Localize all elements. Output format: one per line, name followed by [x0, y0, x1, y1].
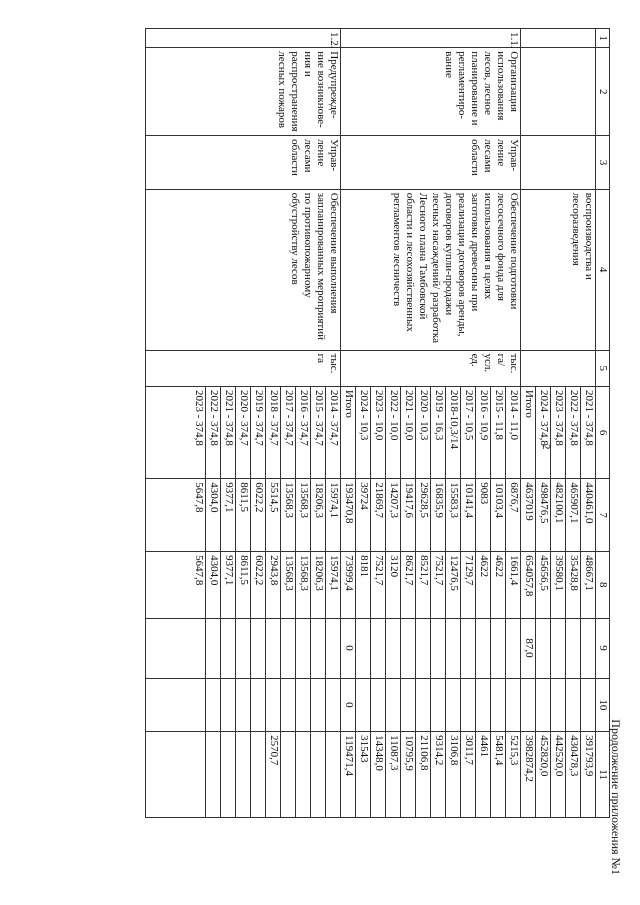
regional-budget-cell: 4622: [491, 552, 506, 618]
total-cell: 9083: [476, 479, 491, 552]
total-cell: 482100,1: [551, 479, 566, 552]
col9-cell: [251, 618, 266, 678]
col10-cell: [431, 678, 446, 732]
header-row: [596, 29, 610, 818]
col9-cell: [281, 618, 296, 678]
col9-cell: [221, 618, 236, 678]
col10-cell: [581, 678, 596, 732]
year-cell: 2023 - 374,8: [146, 387, 206, 479]
total-cell: 6876,7: [506, 479, 521, 552]
description-cell: воспроизводства и лесоразведения: [521, 189, 596, 350]
col11-cell: [206, 732, 221, 818]
col9-cell: [146, 618, 206, 678]
num-cell: [521, 29, 596, 48]
col9-cell: [506, 618, 521, 678]
col9-cell: [371, 618, 386, 678]
regional-budget-cell: 15974,1: [326, 552, 341, 618]
total-cell: 16835,9: [431, 479, 446, 552]
col9-cell: [266, 618, 281, 678]
col9-cell: [581, 618, 596, 678]
year-cell: 2023 - 374,8: [551, 387, 566, 479]
regional-budget-cell: 2943,8: [266, 552, 281, 618]
col9-cell: [401, 618, 416, 678]
total-cell: 15974,1: [326, 479, 341, 552]
year-cell: 2021 - 374,8: [221, 387, 236, 479]
col10-cell: [446, 678, 461, 732]
total-cell: 10103,4: [491, 479, 506, 552]
col11-cell: 31543: [356, 732, 371, 818]
year-cell: 2014 - 374,7: [326, 387, 341, 479]
col11-cell: [296, 732, 311, 818]
col10-cell: 0: [341, 678, 356, 732]
col10-cell: [356, 678, 371, 732]
col10-cell: [461, 678, 476, 732]
year-cell: 2022 - 374,8: [206, 387, 221, 479]
total-cell: 5514,5: [266, 479, 281, 552]
header-cell: 11: [596, 732, 610, 818]
col11-cell: 14348,0: [371, 732, 386, 818]
section-executor: Управ-ление лесами области: [341, 136, 521, 190]
col11-cell: 3982874,2: [521, 732, 536, 818]
year-cell: 2018 - 374,7: [266, 387, 281, 479]
year-cell: Итого: [341, 387, 356, 479]
year-cell: 2022 - 10,0: [386, 387, 401, 479]
col11-cell: 430478,3: [566, 732, 581, 818]
col9-cell: [536, 618, 551, 678]
table-row: [581, 29, 596, 818]
total-cell: 8611,5: [236, 479, 251, 552]
regional-budget-cell: 1661,4: [506, 552, 521, 618]
executor-cell: [521, 136, 596, 190]
regional-budget-cell: 4304,0: [206, 552, 221, 618]
year-cell: 2022 - 374,8: [566, 387, 581, 479]
col9-cell: [356, 618, 371, 678]
col9-cell: [326, 618, 341, 678]
header-cell: 2: [596, 48, 610, 136]
section-unit: тыс. га: [146, 350, 341, 386]
year-cell: 2024 - 10,3: [356, 387, 371, 479]
regional-budget-cell: 7521,7: [371, 552, 386, 618]
regional-budget-cell: 18206,3: [311, 552, 326, 618]
table-body: [146, 29, 610, 818]
year-cell: 2014 - 11,0: [506, 387, 521, 479]
col10-cell: [311, 678, 326, 732]
total-cell: 6022,2: [251, 479, 266, 552]
col11-cell: 21106,8: [416, 732, 431, 818]
header-cell: 8: [596, 552, 610, 618]
year-cell: 2024 - 374,8: [536, 387, 551, 479]
page-number: 2: [540, 444, 552, 450]
col11-cell: [251, 732, 266, 818]
year-cell: 2023 - 10,0: [371, 387, 386, 479]
regional-budget-cell: 39580,1: [551, 552, 566, 618]
col11-cell: 3106,8: [446, 732, 461, 818]
regional-budget-cell: 13568,3: [296, 552, 311, 618]
col10-cell: [266, 678, 281, 732]
year-cell: 2020 - 10,3: [416, 387, 431, 479]
year-cell: 2021 - 10,0: [401, 387, 416, 479]
col10-cell: [146, 678, 206, 732]
col9-cell: [551, 618, 566, 678]
col10-cell: [536, 678, 551, 732]
header-cell: 1: [596, 29, 610, 48]
col9-cell: [431, 618, 446, 678]
section-title: Предупрежде-ние возникнове-ния и распространения лесных пожаров: [146, 48, 341, 136]
year-cell: 2016 - 374,7: [296, 387, 311, 479]
col10-cell: [281, 678, 296, 732]
col10-cell: [326, 678, 341, 732]
header-cell: 5: [596, 350, 610, 386]
year-cell: 2016 - 10,9: [476, 387, 491, 479]
year-cell: 2017 - 374,7: [281, 387, 296, 479]
year-cell: 2021 - 374,8: [581, 387, 596, 479]
regional-budget-cell: 12476,5: [446, 552, 461, 618]
total-cell: 4304,0: [206, 479, 221, 552]
total-cell: 15583,3: [446, 479, 461, 552]
total-cell: 4637019: [521, 479, 536, 552]
section-unit: тыс. га/ усл. ед.: [341, 350, 521, 386]
col9-cell: [476, 618, 491, 678]
header-cell: 10: [596, 678, 610, 732]
total-cell: 19417,6: [401, 479, 416, 552]
col11-cell: 5481,4: [491, 732, 506, 818]
col9-cell: [386, 618, 401, 678]
total-cell: 21869,7: [371, 479, 386, 552]
year-cell: 2017 - 10,5: [461, 387, 476, 479]
regional-budget-cell: 7129,7: [461, 552, 476, 618]
col9-cell: [491, 618, 506, 678]
col11-cell: 442520,0: [551, 732, 566, 818]
regional-budget-cell: 7521,7: [431, 552, 446, 618]
col11-cell: 452820,0: [536, 732, 551, 818]
total-cell: 465907,1: [566, 479, 581, 552]
col10-cell: [491, 678, 506, 732]
regional-budget-cell: 654057,8: [521, 552, 536, 618]
col10-cell: [206, 678, 221, 732]
col11-cell: 391793,9: [581, 732, 596, 818]
regional-budget-cell: 13568,3: [281, 552, 296, 618]
regional-budget-cell: 8621,7: [401, 552, 416, 618]
col9-cell: [236, 618, 251, 678]
total-cell: 18206,3: [311, 479, 326, 552]
col9-cell: [206, 618, 221, 678]
col10-cell: [566, 678, 581, 732]
regional-budget-cell: 5647,8: [146, 552, 206, 618]
col10-cell: [551, 678, 566, 732]
col11-cell: [221, 732, 236, 818]
section-description: Обеспечение выполнения запланированных мероприятий по противопожарному обустройству лесов: [146, 189, 341, 350]
regional-budget-cell: 3120: [386, 552, 401, 618]
col11-cell: 2570,7: [266, 732, 281, 818]
total-cell: 14207,3: [386, 479, 401, 552]
col11-cell: 119471,4: [341, 732, 356, 818]
col10-cell: [386, 678, 401, 732]
total-cell: 440461,0: [581, 479, 596, 552]
col11-cell: 5215,3: [506, 732, 521, 818]
col11-cell: [281, 732, 296, 818]
col11-cell: [311, 732, 326, 818]
col10-cell: [416, 678, 431, 732]
col11-cell: 3011,7: [461, 732, 476, 818]
total-cell: 13568,3: [281, 479, 296, 552]
col10-cell: [476, 678, 491, 732]
program-table: [145, 28, 610, 818]
col9-cell: [311, 618, 326, 678]
total-cell: 498476,5: [536, 479, 551, 552]
col10-cell: [221, 678, 236, 732]
year-cell: 2019 - 16,3: [431, 387, 446, 479]
col11-cell: 10795,9: [401, 732, 416, 818]
section-number: 1.2.: [146, 29, 341, 48]
col9-cell: [416, 618, 431, 678]
regional-budget-cell: 8611,5: [236, 552, 251, 618]
regional-budget-cell: 73999,4: [341, 552, 356, 618]
col11-cell: 4461: [476, 732, 491, 818]
regional-budget-cell: 6022,2: [251, 552, 266, 618]
regional-budget-cell: 8521,7: [416, 552, 431, 618]
continuation-label: Продолжение приложения №1: [609, 719, 623, 875]
regional-budget-cell: 45656,5: [536, 552, 551, 618]
col9-cell: [461, 618, 476, 678]
col11-cell: [326, 732, 341, 818]
col9-cell: [566, 618, 581, 678]
total-cell: 5647,8: [146, 479, 206, 552]
year-cell: Итого: [521, 387, 536, 479]
col10-cell: [401, 678, 416, 732]
regional-budget-cell: 48667,1: [581, 552, 596, 618]
regional-budget-cell: 9377,1: [221, 552, 236, 618]
section-executor: Управ-ление лесами области: [146, 136, 341, 190]
header-cell: 3: [596, 136, 610, 190]
col10-cell: [521, 678, 536, 732]
col11-cell: 11087,3: [386, 732, 401, 818]
unit-cell: [521, 350, 596, 386]
col9-cell: [296, 618, 311, 678]
col10-cell: [236, 678, 251, 732]
col10-cell: [371, 678, 386, 732]
total-cell: 13568,3: [296, 479, 311, 552]
total-cell: 29628,5: [416, 479, 431, 552]
col11-cell: [236, 732, 251, 818]
regional-budget-cell: 35428,8: [566, 552, 581, 618]
header-cell: 9: [596, 618, 610, 678]
col10-cell: [251, 678, 266, 732]
table-row: [506, 29, 521, 818]
section-number: 1.1.: [341, 29, 521, 48]
total-cell: 39724: [356, 479, 371, 552]
col10-cell: [296, 678, 311, 732]
title-cell: [521, 48, 596, 136]
header-cell: 6: [596, 387, 610, 479]
section-description: Обеспечение подготовки лесосечного фонда для использования в целях заготовки древесины при реализации договоров аренды, договоров купли-продажи лесных насаждений/ разработка Лесного плана Тамбовской области и лесохозяйственных регламентов лесничеств: [341, 189, 521, 350]
col9-cell: 87,0: [521, 618, 536, 678]
table-row: [326, 29, 341, 818]
year-cell: 2019 - 374,7: [251, 387, 266, 479]
col10-cell: [506, 678, 521, 732]
col11-cell: 9314,2: [431, 732, 446, 818]
section-title: Организация использования лесов, лесное планирование и регламентиро-вание: [341, 48, 521, 136]
year-cell: 2015 - 11,8: [491, 387, 506, 479]
col9-cell: 0: [341, 618, 356, 678]
total-cell: 10141,4: [461, 479, 476, 552]
regional-budget-cell: 8181: [356, 552, 371, 618]
col11-cell: [146, 732, 206, 818]
total-cell: 9377,1: [221, 479, 236, 552]
header-cell: 4: [596, 189, 610, 350]
year-cell: 2015 - 374,7: [311, 387, 326, 479]
year-cell: 2018-10,3/14: [446, 387, 461, 479]
header-cell: 7: [596, 479, 610, 552]
year-cell: 2020 - 374,7: [236, 387, 251, 479]
total-cell: 193470,8: [341, 479, 356, 552]
regional-budget-cell: 4622: [476, 552, 491, 618]
col9-cell: [446, 618, 461, 678]
